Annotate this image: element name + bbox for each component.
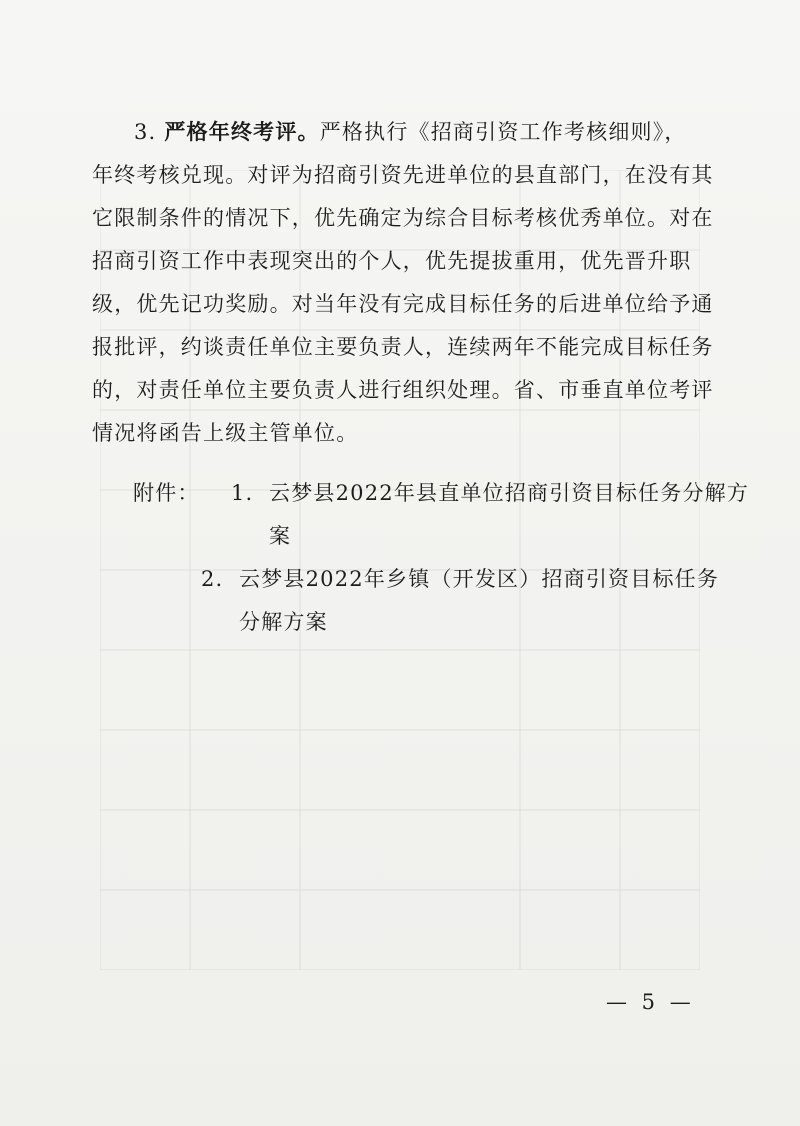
attachment-number: 2.: [201, 567, 224, 591]
paragraph-line-3: 它限制条件的情况下，优先确定为综合目标考核优秀单位。对在: [92, 206, 714, 230]
item-number: 3.: [134, 120, 157, 144]
attachments-section: [133, 472, 750, 644]
attachment-number: 1.: [231, 481, 254, 505]
paragraph-line-5: 级，优先记功奖励。对当年没有完成目标任务的后进单位给予通: [92, 292, 714, 316]
attachment-item-2: [133, 558, 723, 644]
item-title: 严格年终考评。: [164, 119, 320, 144]
paragraph-line-4: 招商引资工作中表现突出的个人，优先提拔重用，优先晋升职: [92, 249, 692, 273]
attachment-title-line-1: 云梦县2022年县直单位招商引资目标任务分解方: [269, 481, 750, 505]
attachments-label: 附件：: [133, 481, 200, 505]
paragraph-line-7: 的，对责任单位主要负责人进行组织处理。省、市垂直单位考评: [92, 378, 714, 402]
attachment-title-line-1: 云梦县2022年乡镇（开发区）招商引资目标任务: [239, 567, 720, 591]
paragraph-text: 严格执行《招商引资工作考核细则》，: [319, 120, 687, 144]
attachment-title-line-2: 分解方案: [239, 610, 328, 634]
attachment-title-line-2: 案: [269, 524, 292, 548]
paragraph-line-8: 情况将函告上级主管单位。: [92, 421, 359, 445]
body-text: [92, 110, 722, 455]
paragraph-line-2: 年终考核兑现。对评为招商引资先进单位的县直部门，在没有其: [92, 163, 714, 187]
paragraph-line-6: 报批评，约谈责任单位主要负责人，连续两年不能完成目标任务: [92, 335, 714, 359]
attachment-title: [269, 472, 749, 558]
attachment-item-1: [133, 472, 750, 558]
attachment-title: [239, 558, 723, 644]
paragraph-line-1: [92, 110, 722, 154]
article-paragraph: [92, 110, 722, 455]
page-number: — 5 —: [606, 990, 695, 1014]
